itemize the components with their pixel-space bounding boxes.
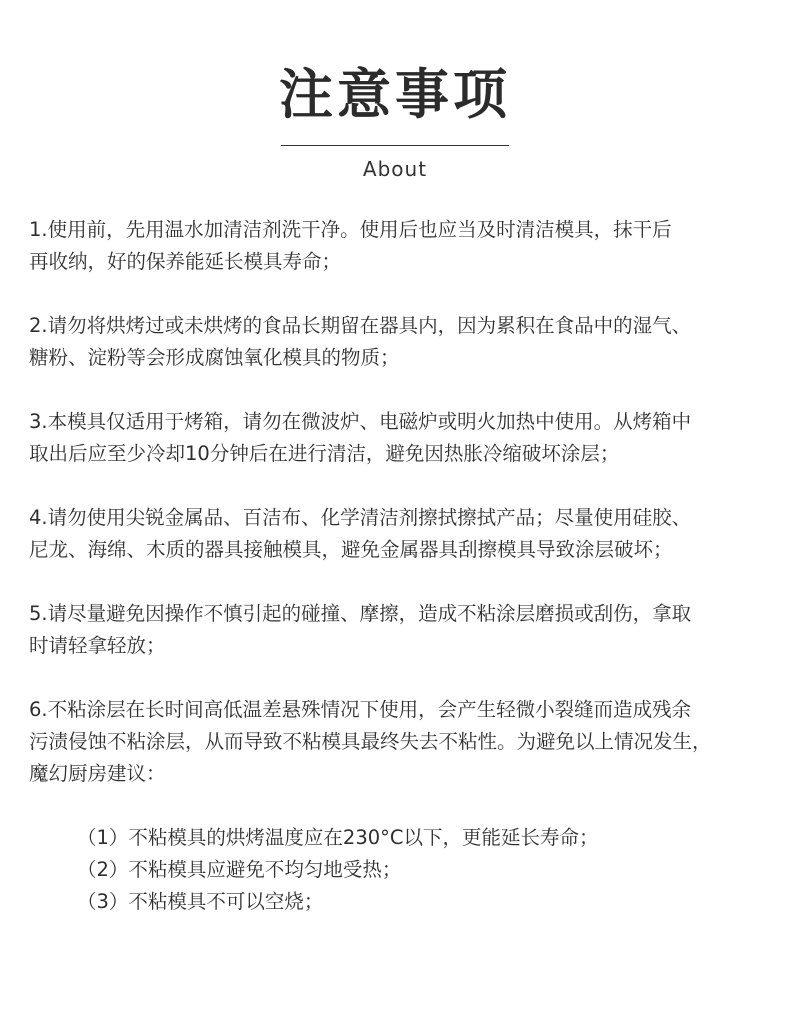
suggestion-item: （1）不粘模具的烘烤温度应在230°C以下，更能延长寿命；	[77, 826, 599, 849]
note-item	[29, 694, 774, 790]
note-line: 3.本模具仅适用于烤箱，请勿在微波炉、电磁炉或明火加热中使用。从烤箱中	[29, 410, 692, 433]
note-line: 再收纳，好的保养能延长模具寿命；	[29, 250, 342, 273]
note-line: 污渍侵蚀不粘涂层，从而导致不粘模具最终失去不粘性。为避免以上情况发生，	[29, 730, 712, 753]
note-line: 4.请勿使用尖锐金属品、百洁布、化学清洁剂擦拭擦拭产品；尽量使用硅胶、	[29, 506, 692, 529]
suggestion-item: （2）不粘模具应避免不均匀地受热；	[77, 858, 402, 881]
note-item	[29, 406, 774, 470]
page-subtitle: About	[362, 157, 428, 181]
note-line: 糖粉、淀粉等会形成腐蚀氧化模具的物质；	[29, 346, 400, 369]
note-line: 尼龙、海绵、木质的器具接触模具，避免金属器具刮擦模具导致涂层破坏；	[29, 538, 673, 561]
title-divider	[281, 145, 509, 146]
note-item	[29, 502, 774, 566]
notes-content	[29, 214, 774, 918]
note-line: 1.使用前，先用温水加清洁剂洗干净。使用后也应当及时清洁模具，抹干后	[29, 218, 672, 241]
note-line: 时请轻拿轻放；	[29, 634, 166, 657]
note-line: 5.请尽量避免因操作不慎引起的碰撞、摩擦，造成不粘涂层磨损或刮伤，拿取	[29, 602, 692, 625]
note-line: 取出后应至少冷却10分钟后在进行清洁，避免因热胀冷缩破坏涂层；	[29, 442, 620, 465]
page-title: 注意事项	[279, 63, 511, 126]
note-item	[29, 310, 774, 374]
note-line: 6.不粘涂层在长时间高低温差悬殊情况下使用，会产生轻微小裂缝而造成残余	[29, 698, 692, 721]
note-line: 魔幻厨房建议：	[29, 762, 166, 785]
note-item	[29, 598, 774, 662]
note-item	[29, 214, 774, 278]
suggestion-item: （3）不粘模具不可以空烧；	[77, 890, 324, 913]
suggestion-list	[29, 822, 774, 918]
note-line: 2.请勿将烘烤过或未烘烤的食品长期留在器具内，因为累积在食品中的湿气、	[29, 314, 692, 337]
